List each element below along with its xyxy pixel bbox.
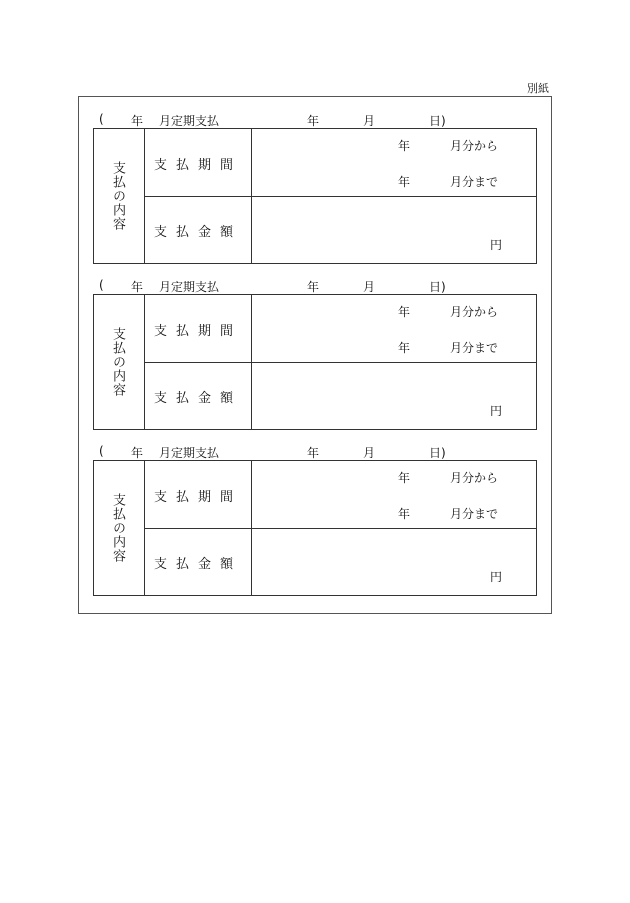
header-month-label: 月定期支払 (159, 446, 220, 460)
header-pay-year: 年 (307, 446, 320, 460)
period-from-year: 年 (398, 471, 411, 485)
header-pay-year: 年 (307, 114, 320, 128)
header-pay-day: 日) (429, 114, 446, 128)
period-label: 支払期間 (154, 158, 243, 173)
header-pay-month: 月 (363, 114, 376, 128)
header-month-label: 月定期支払 (159, 280, 220, 294)
section-header (93, 442, 537, 460)
table-row-divider (145, 362, 536, 363)
content-label: 支払の内容 (110, 493, 125, 563)
content-label: 支払の内容 (110, 327, 125, 397)
period-from: 月分から (450, 139, 499, 153)
period-from: 月分から (450, 471, 499, 485)
content-label: 支払の内容 (110, 161, 125, 231)
payment-section-3 (93, 442, 537, 612)
header-open-paren: ( (99, 444, 104, 458)
period-from-year: 年 (398, 305, 411, 319)
amount-unit: 円 (490, 404, 503, 418)
period-to-year: 年 (398, 507, 411, 521)
payment-table (93, 460, 537, 596)
period-from: 月分から (450, 305, 499, 319)
period-to: 月分まで (450, 341, 499, 355)
table-row-divider (145, 528, 536, 529)
table-row-divider (145, 196, 536, 197)
payment-section-1 (93, 110, 537, 280)
payment-table (93, 294, 537, 430)
header-open-paren: ( (99, 278, 104, 292)
header-year: 年 (131, 280, 144, 294)
amount-label: 支払金額 (154, 225, 243, 240)
header-year: 年 (131, 114, 144, 128)
amount-unit: 円 (490, 238, 503, 252)
period-from-year: 年 (398, 139, 411, 153)
section-header (93, 276, 537, 294)
period-to-year: 年 (398, 341, 411, 355)
header-pay-month: 月 (363, 280, 376, 294)
section-header (93, 110, 537, 128)
header-year: 年 (131, 446, 144, 460)
header-pay-month: 月 (363, 446, 376, 460)
period-to-year: 年 (398, 175, 411, 189)
attachment-label: 別紙 (527, 82, 549, 95)
payment-section-2 (93, 276, 537, 446)
header-month-label: 月定期支払 (159, 114, 220, 128)
payment-table (93, 128, 537, 264)
period-to: 月分まで (450, 507, 499, 521)
amount-label: 支払金額 (154, 557, 243, 572)
header-pay-year: 年 (307, 280, 320, 294)
amount-label: 支払金額 (154, 391, 243, 406)
period-label: 支払期間 (154, 490, 243, 505)
header-open-paren: ( (99, 112, 104, 126)
header-pay-day: 日) (429, 446, 446, 460)
period-to: 月分まで (450, 175, 499, 189)
amount-unit: 円 (490, 570, 503, 584)
period-label: 支払期間 (154, 324, 243, 339)
header-pay-day: 日) (429, 280, 446, 294)
